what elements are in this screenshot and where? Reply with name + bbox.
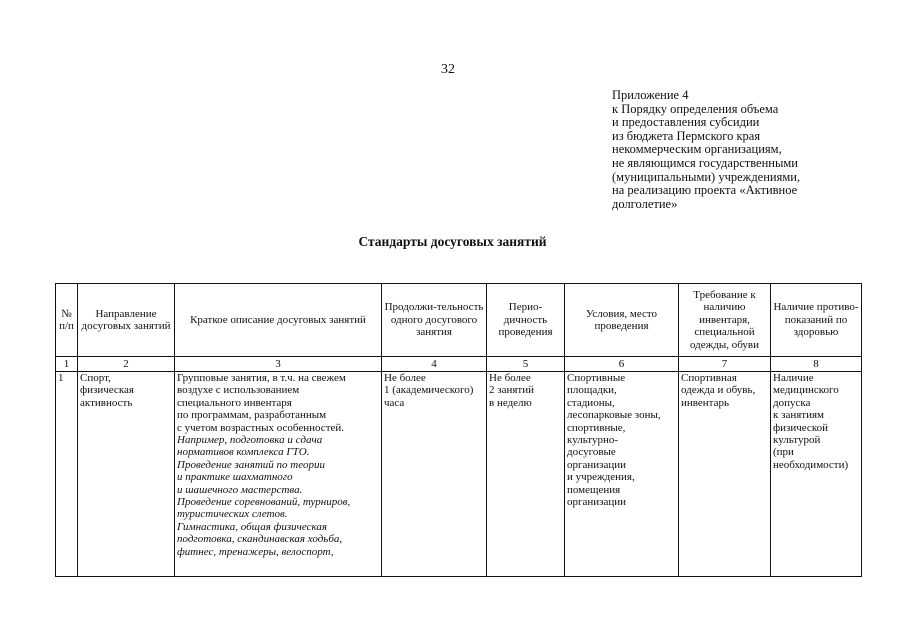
conditions-line: Спортивные: [567, 372, 626, 384]
description-example-line: Проведение занятий по теории: [177, 458, 325, 471]
conditions-line: стадионы,: [567, 396, 615, 409]
conditions-line: организации: [567, 458, 627, 471]
column-number-row: [56, 357, 862, 372]
contraindications-line: медицинского: [773, 384, 839, 397]
column-number-cell: 8: [771, 357, 862, 372]
contraindications-line: к занятиям: [773, 409, 824, 422]
contraindications-line: культурой: [773, 434, 821, 447]
appendix-line: не являющимся государственными: [612, 155, 798, 170]
description-example-line: подготовка, скандинавская ходьба,: [177, 533, 343, 546]
duration-line: 1 (академического): [384, 384, 474, 397]
direction-line: Спорт,: [80, 372, 111, 384]
description-example-line: Гимнастика, общая физическая: [177, 520, 328, 533]
page-number: 32: [441, 62, 455, 77]
conditions-line: досуговые: [567, 446, 616, 459]
frequency-line: Не более: [489, 372, 531, 384]
conditions-line: помещения: [567, 483, 621, 496]
contraindications-line: Наличие: [773, 372, 814, 384]
frequency-cell: [487, 372, 565, 577]
header-cell-direction: Направление досуговых занятий: [78, 284, 175, 357]
conditions-line: организации: [567, 496, 627, 509]
description-example-line: Например, подготовка и сдача: [177, 434, 323, 447]
contraindications-line: (при: [773, 446, 794, 459]
conditions-line: площадки,: [567, 384, 617, 397]
document-title: Стандарты досуговых занятий: [358, 234, 547, 249]
header-cell-number: № п/п: [56, 284, 78, 357]
direction-cell: [78, 372, 175, 577]
column-number-cell: 7: [679, 357, 771, 372]
description-line: с учетом возрастных особенностей.: [177, 421, 345, 434]
table-row: [56, 372, 862, 577]
appendix-line: Приложение 4: [612, 88, 689, 102]
description-example-line: нормативов комплекса ГТО.: [177, 446, 310, 459]
conditions-line: и учреждения,: [567, 471, 635, 484]
row-number-cell: 1: [56, 372, 78, 577]
direction-line: физическая: [80, 384, 134, 397]
appendix-line: долголетие»: [612, 196, 678, 211]
conditions-line: культурно-: [567, 434, 619, 447]
contraindications-line: необходимости): [773, 458, 849, 471]
contraindications-line: физической: [773, 421, 828, 434]
column-number-cell: 6: [565, 357, 679, 372]
equipment-line: инвентарь: [681, 396, 730, 409]
conditions-line: спортивные,: [567, 421, 626, 434]
header-cell-conditions: Условия, место проведения: [565, 284, 679, 357]
column-number-cell: 3: [175, 357, 382, 372]
column-number-cell: 4: [382, 357, 487, 372]
duration-cell: [382, 372, 487, 577]
appendix-line: к Порядку определения объема: [612, 101, 779, 116]
description-line: специального инвентаря: [177, 396, 292, 409]
description-line: по программам, разработанным: [177, 409, 327, 422]
duration-line: часа: [384, 396, 405, 409]
appendix-line: из бюджета Пермского края: [612, 128, 761, 143]
equipment-line: одежда и обувь,: [681, 384, 756, 397]
duration-line: Не более: [384, 372, 426, 384]
header-cell-frequency: Перио-дичность проведения: [487, 284, 565, 357]
standards-table: [55, 283, 862, 577]
description-example-line: фитнес, тренажеры, велоспорт,: [177, 545, 334, 558]
appendix-line: (муниципальными) учреждениями,: [612, 169, 801, 184]
description-example-line: Проведение соревнований, турниров,: [177, 496, 351, 509]
description-line: Групповые занятия, в т.ч. на свежем: [177, 372, 346, 384]
frequency-line: 2 занятий: [489, 384, 535, 397]
description-example-line: туристических слетов.: [177, 508, 288, 521]
appendix-line: на реализацию проекта «Активное: [612, 183, 798, 198]
appendix-line: и предоставления субсидии: [612, 115, 760, 130]
header-cell-contraindications: Наличие противо-показаний по здоровью: [771, 284, 862, 357]
column-number-cell: 1: [56, 357, 78, 372]
table-header-row: [56, 284, 862, 357]
appendix-line: некоммерческим организациям,: [612, 142, 782, 157]
contraindications-line: допуска: [773, 396, 811, 409]
equipment-line: Спортивная: [681, 372, 737, 384]
header-cell-duration: Продолжи-тельность одного досугового занятия: [382, 284, 487, 357]
header-cell-description: Краткое описание досуговых занятий: [175, 284, 382, 357]
equipment-cell: [679, 372, 771, 577]
header-cell-equipment: Требование к наличию инвентаря, специальной одежды, обуви: [679, 284, 771, 357]
contraindications-cell: [771, 372, 862, 577]
appendix-note: [612, 89, 800, 211]
conditions-cell: [565, 372, 679, 577]
description-example-line: и практике шахматного: [177, 471, 293, 484]
description-line: воздухе с использованием: [177, 384, 300, 397]
conditions-line: лесопарковые зоны,: [567, 409, 661, 422]
direction-line: активность: [80, 396, 133, 409]
description-example-line: и шашечного мастерства.: [177, 483, 303, 496]
description-cell: [175, 372, 382, 577]
frequency-line: в неделю: [489, 396, 532, 409]
column-number-cell: 2: [78, 357, 175, 372]
column-number-cell: 5: [487, 357, 565, 372]
